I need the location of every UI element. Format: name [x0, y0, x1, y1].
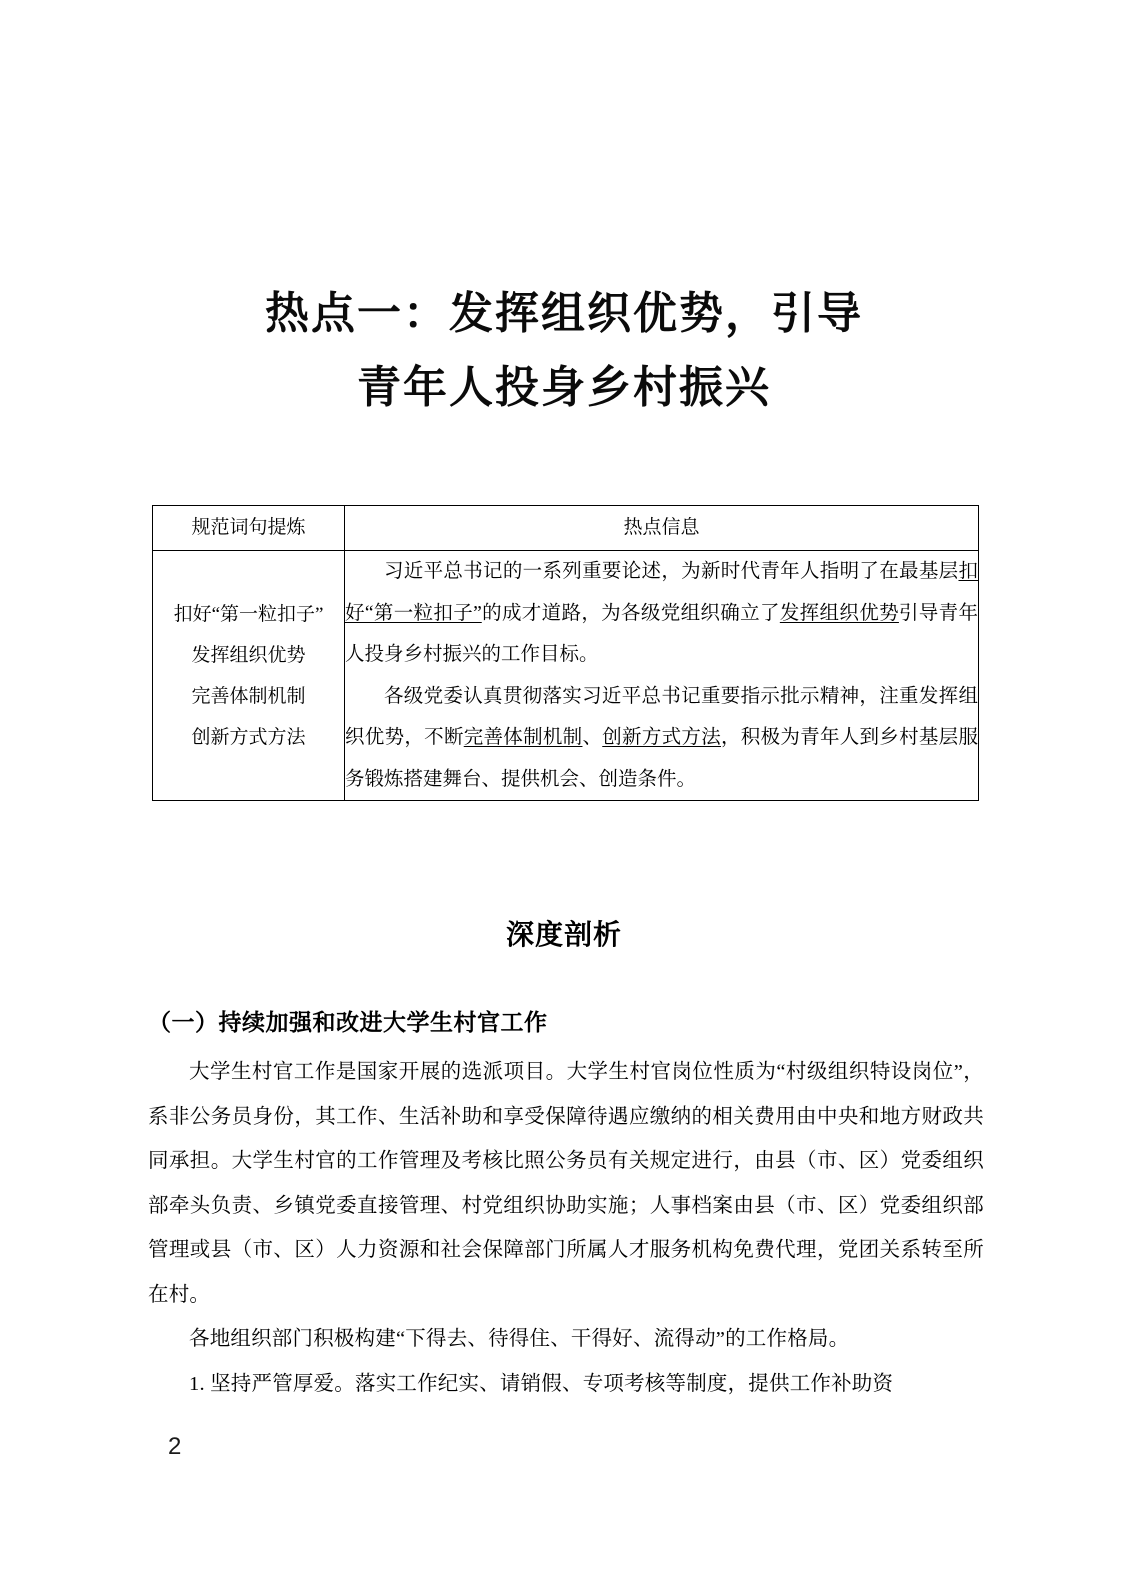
table-header-keywords: 规范词句提炼 — [153, 506, 345, 551]
info-paragraph-2 — [345, 676, 978, 801]
table-row — [153, 551, 979, 801]
info-p2-underline-2: 创新方式方法 — [602, 727, 721, 748]
table-cell-info — [345, 551, 979, 801]
page-title-line-2: 青年人投身乡村振兴 — [357, 363, 771, 413]
info-p1-text-c: 引导青年人投身乡村振兴的工作目标。 — [345, 602, 978, 665]
hot-topic-table — [152, 505, 979, 801]
keyword-item-3: 完善体制机制 — [191, 685, 306, 707]
page-number: 2 — [168, 1433, 182, 1460]
info-p1-underline-2: 发挥组织优势 — [779, 602, 899, 624]
info-p1-underline-1: 扣好“第一粒扣子” — [345, 561, 978, 624]
body-paragraph-1: 大学生村官工作是国家开展的选派项目。大学生村官岗位性质为“村级组织特设岗位”，系非公务员身份，其工作、生活补助和享受保障待遇应缴纳的相关费用由中央和地方财政共同承担。大学生村官的工作管理及考核比照公务员有关规定进行，由县（市、区）党委组织部牵头负责、乡镇党委直接管理、村党组织协助实施；人事档案由县（市、区）党委组织部管理或县（市、区）人力资源和社会保障部门所属人才服务机构免费代理，党团关系转至所在村。 — [148, 1061, 984, 1306]
keyword-item-4: 创新方式方法 — [191, 726, 306, 748]
subsection-heading: （一）持续加强和改进大学生村官工作 — [148, 1009, 548, 1035]
info-p2-text-a: 各级党委认真贯彻落实习近平总书记重要指示批示精神，注重发挥组织优势，不断 — [345, 685, 978, 748]
body-paragraph-3: 1. 坚持严管厚爱。落实工作纪实、请销假、专项考核等制度，提供工作补助资 — [189, 1372, 894, 1395]
info-p2-text-c: ，积极为青年人到乡村基层服务锻炼搭建舞台、提供机会、创造条件。 — [345, 727, 978, 790]
keyword-item-2: 发挥组织优势 — [191, 644, 306, 666]
section-heading: 深度剖析 — [505, 919, 622, 951]
table-cell-keywords — [153, 551, 345, 801]
table-header-info: 热点信息 — [345, 506, 979, 551]
info-p1-text-a: 习近平总书记的一系列重要论述，为新时代青年人指明了在最基层 — [384, 561, 959, 582]
body-paragraph-2: 各地组织部门积极构建“下得去、待得住、干得好、流得动”的工作格局。 — [189, 1328, 850, 1350]
body-content — [148, 1000, 984, 1406]
table-header-row — [153, 506, 979, 551]
keyword-item-1: 扣好“第一粒扣子” — [173, 603, 324, 625]
page-title — [0, 277, 1128, 425]
info-p2-text-b: 、 — [582, 727, 603, 748]
info-p1-text-b: 的成才道路，为各级党组织确立了 — [481, 602, 780, 624]
info-p2-underline-1: 完善体制机制 — [463, 727, 583, 748]
page-title-line-1: 热点一：发挥组织优势，引导 — [265, 289, 863, 339]
info-paragraph-1 — [345, 551, 978, 676]
